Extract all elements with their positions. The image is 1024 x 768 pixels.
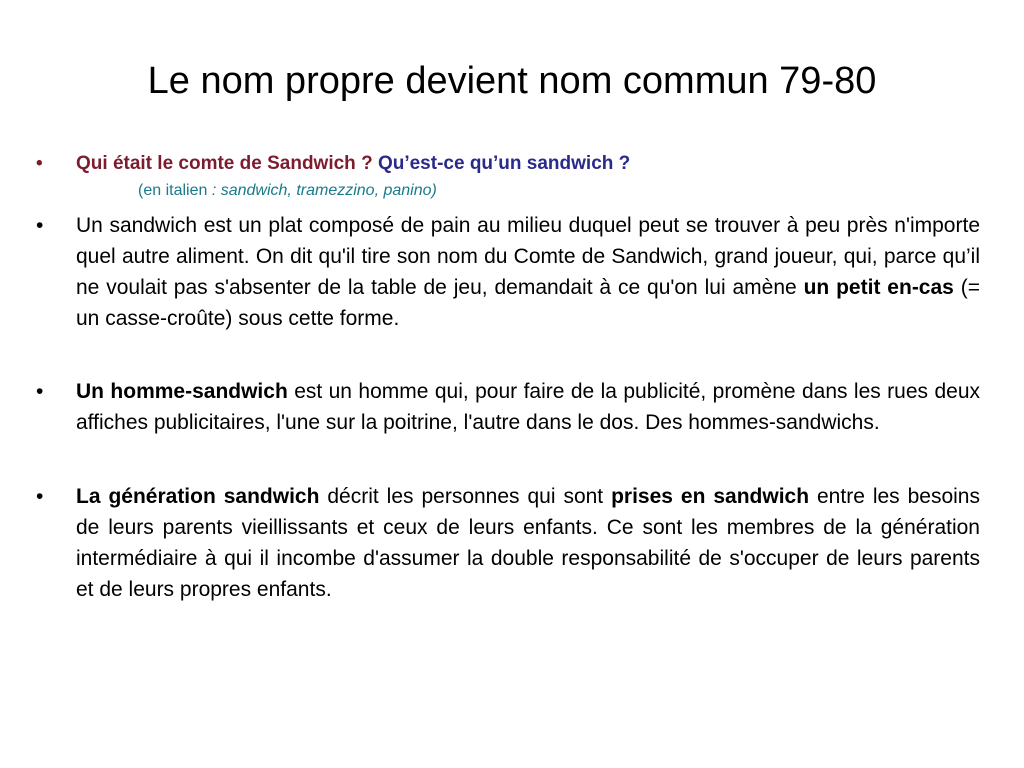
bullet-item-homme-sandwich <box>36 376 980 438</box>
homme-sandwich-text: est un homme qui, pour faire de la publicité, promène dans les rues deux affiches publicitaires, l'une sur la poitrine, l'autre dans le dos. Des hommes-sandwichs. <box>76 380 980 434</box>
spacer <box>36 334 980 376</box>
bullet-dot-icon: • <box>36 214 44 237</box>
italian-note-prefix: (en italien <box>138 182 212 199</box>
bullet-dot-icon: • <box>36 485 44 508</box>
bullet-item-questions <box>36 150 980 178</box>
generation-text-2: entre les besoins de leurs parents vieillissants et ceux de leurs enfants. Ce sont les membres de la génération intermédiaire à qui il incombe d'assumer la double responsabilité de s'occuper de leurs parents et de leurs propres enfants. <box>76 485 980 601</box>
bullet-dot-icon: • <box>36 380 44 403</box>
generation-term: La génération sandwich <box>76 485 320 508</box>
bullet-list <box>36 150 980 605</box>
definition-bold: un petit en-cas <box>803 276 954 299</box>
slide-title: Le nom propre devient nom commun 79-80 <box>147 60 877 102</box>
generation-bold-2: prises en sandwich <box>611 485 810 508</box>
question-sandwich: Qu’est-ce qu’un sandwich ? <box>377 153 631 174</box>
italian-translation-note <box>36 178 980 204</box>
bullet-item-generation-sandwich <box>36 481 980 605</box>
generation-text-1: décrit les personnes qui sont <box>319 485 612 508</box>
homme-sandwich-term: Un homme-sandwich <box>76 380 288 403</box>
bullet-dot-icon: • <box>36 153 43 174</box>
italian-note-words: : sandwich, tramezzino, panino) <box>211 182 437 199</box>
bullet-item-definition <box>36 210 980 334</box>
definition-text-1: Un sandwich est un plat composé de pain au milieu duquel peut se trouver à peu près n'importe quel autre aliment. On dit qu'il tire son nom du Comte de Sandwich, grand joueur, qui, parce qu’il ne voulait pas s'absenter de la table de jeu, demandait à ce qu'on lui amène <box>76 214 980 299</box>
question-comte: Qui était le comte de Sandwich ? <box>76 153 373 174</box>
spacer <box>36 438 980 481</box>
definition-text-2: (= un casse-croûte) sous cette forme. <box>76 276 980 330</box>
